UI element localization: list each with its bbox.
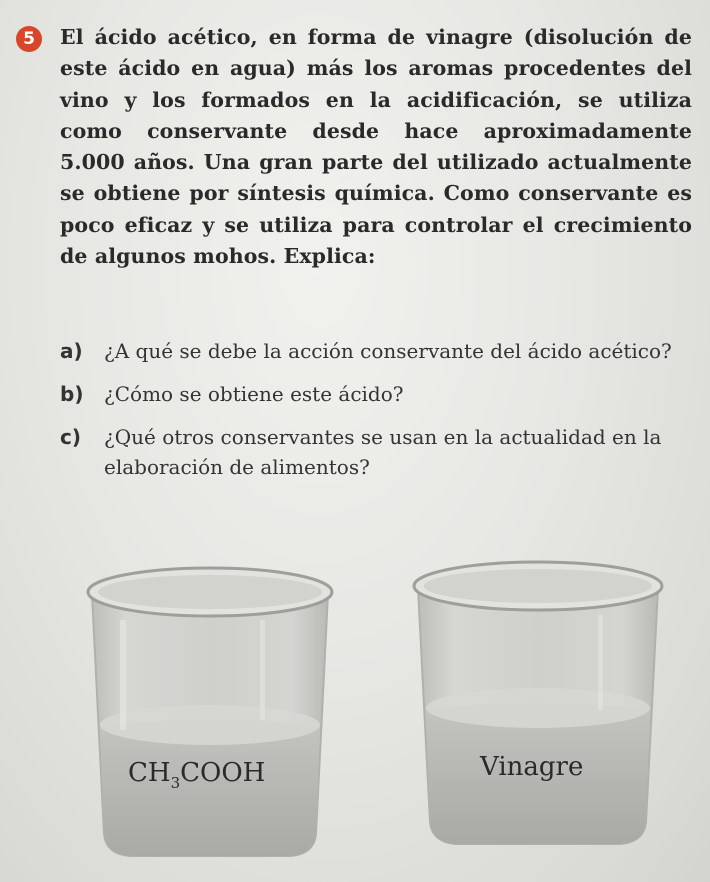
exercise-intro-text: El ácido acético, en forma de vinagre (disolución de este ácido en agua) más los aromas procedentes del vino y los formados en la acidificación, se utiliza como conservante desde hace aproximadamente 5.000 años. Una gran parte del utilizado actualmente se obtiene por síntesis química. Como conservante es poco eficaz y se utiliza para controlar el crecimiento de algunos mohos. Explica: bbox=[60, 25, 692, 269]
question-b bbox=[60, 379, 692, 409]
exercise-number-badge: 5 bbox=[16, 26, 42, 52]
question-b-text: ¿Cómo se obtiene este ácido? bbox=[104, 382, 404, 406]
formula-part-cooh: COOH bbox=[180, 758, 266, 788]
question-a-text: ¿A qué se debe la acción conservante del ácido acético? bbox=[104, 339, 672, 363]
beaker-vinegar-icon bbox=[408, 560, 668, 860]
beaker-acetic-acid bbox=[80, 562, 340, 862]
question-c bbox=[60, 422, 692, 482]
question-c-marker: c) bbox=[60, 425, 81, 449]
question-b-marker: b) bbox=[60, 382, 84, 406]
acetic-acid-formula-label bbox=[128, 758, 266, 792]
question-c-text: ¿Qué otros conservantes se usan en la actualidad en la elaboración de alimentos? bbox=[104, 425, 662, 479]
beaker-vinegar bbox=[408, 560, 668, 860]
formula-subscript: 3 bbox=[170, 774, 181, 792]
formula-part-ch: CH bbox=[128, 758, 171, 788]
question-a-marker: a) bbox=[60, 339, 83, 363]
vinegar-label: Vinagre bbox=[480, 752, 584, 782]
question-a bbox=[60, 336, 692, 366]
question-list bbox=[60, 336, 692, 495]
beaker-acetic-acid-icon bbox=[80, 562, 340, 862]
